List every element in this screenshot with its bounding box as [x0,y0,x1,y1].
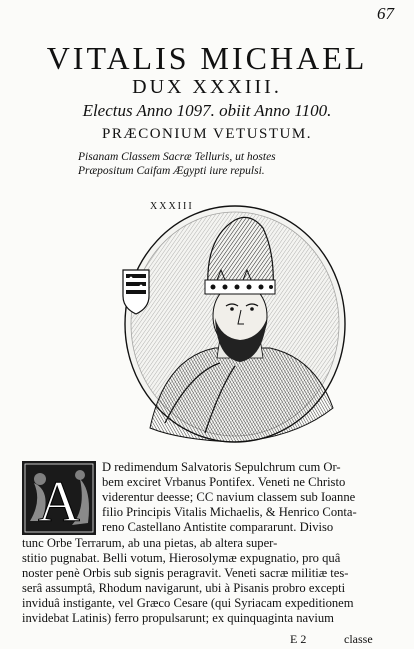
page-subtitle: DUX XXXIII. [132,76,282,98]
decorated-initial [22,461,96,535]
page-number: 67 [377,4,394,23]
portrait-label: XXXIII [150,201,194,212]
coat-of-arms-icon [123,270,149,314]
initial-letter: A [38,469,80,534]
body-line: D redimendum Salvatoris Sepulchrum cum Or- [102,460,341,474]
body-line: noster penè Orbis sub signis peragravit. Veneti sacræ militiæ tes- [22,566,349,580]
signature-mark: E 2 [290,632,307,646]
catchword: classe [344,632,373,646]
body-line: filio Principis Vitalis Michaelis, & Henrico Conta- [102,505,357,519]
body-line: reno Castellano Antistite compararunt. Diviso [102,520,334,534]
elected-line: Electus Anno 1097. obiit Anno 1100. [82,101,332,120]
verse-line: Præpositum Caifam Ægypti iure repulsi. [78,165,265,177]
body-line: inviduâ instigante, vel Græco Cesare (qui Syriacam expeditionem [22,596,354,610]
praeconium-heading: PRÆCONIUM VETUSTUM. [102,126,312,142]
verse-line: Pisanam Classem Sacræ Telluris, ut hostes [78,151,276,163]
body-line: viderentur deesse; CC navium classem sub Ioanne [102,490,356,504]
body-line: serâ assumptâ, Rhodum navigarunt, ubi à Pisanis probro excepti [22,581,346,595]
body-line: tunc Orbe Terrarum, ab una pietas, ab altera super- [22,536,278,550]
doge-portrait [95,198,355,448]
body-line: bem exciret Vrbanus Pontifex. Veneti ne Christo [102,475,346,489]
body-line: stitio pugnabat. Belli votum, Hierosolymæ expugnatio, pro quâ [22,551,341,565]
page-title: VITALIS MICHAEL [46,40,368,76]
body-line: invidebat Latinis) ferro propulsarunt; ex quinquaginta navium [22,611,334,625]
